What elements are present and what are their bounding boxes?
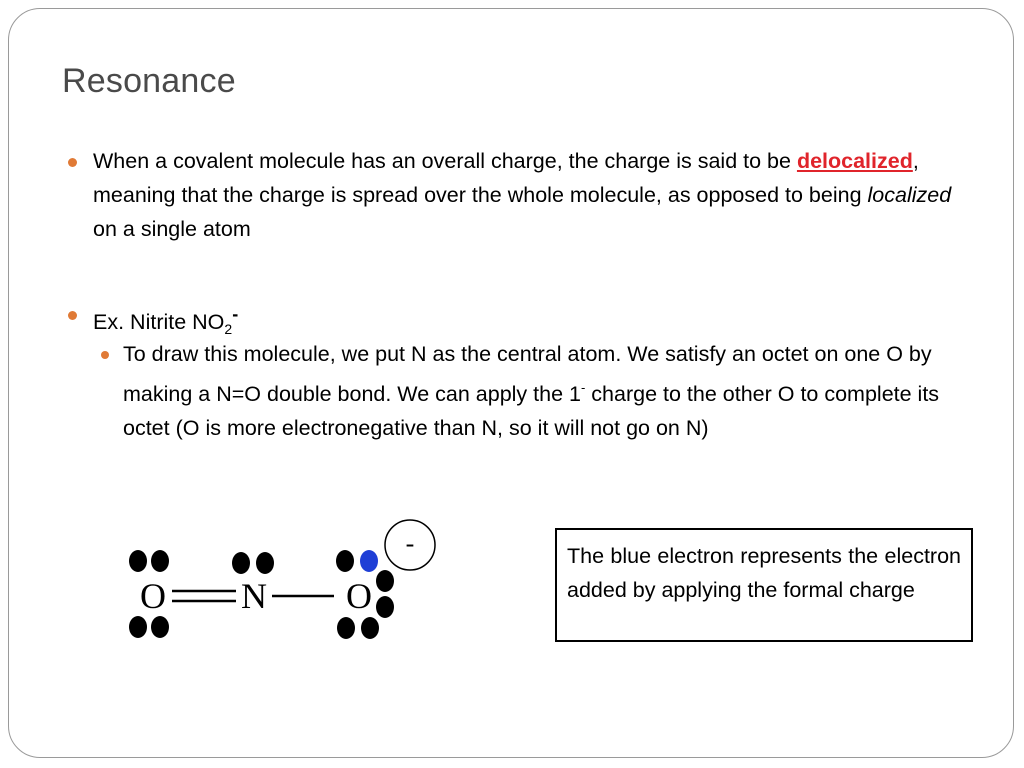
electron	[232, 552, 250, 574]
left-oxygen-bottom-lone-pair	[129, 616, 169, 638]
electron	[151, 550, 169, 572]
blue-electron-note-box: The blue electron represents the electron added by applying the formal charge	[555, 528, 973, 642]
bullet-dot-icon	[68, 158, 77, 167]
sub-bullet-superscript: -	[580, 380, 586, 395]
nitrite-lewis-structure	[120, 515, 440, 645]
electron	[376, 596, 394, 618]
atom-oxygen-left: O	[140, 576, 166, 616]
left-oxygen-top-lone-pair	[129, 550, 169, 572]
electron	[361, 617, 379, 639]
electron	[256, 552, 274, 574]
bullet2-superscript: -	[232, 304, 239, 324]
keyword-delocalized: delocalized	[796, 149, 913, 173]
bullet1-text-start: When a covalent molecule has an overall charge, the charge is said to be	[93, 149, 797, 173]
bullet1-text-middle: , meaning that the charge is spread over the whole molecule, as opposed to being	[93, 149, 919, 207]
sub-bullet-text-part2: charge to the other O to complete its octet (O is more electronegative than N, so it will not go on N)	[123, 382, 940, 440]
electron	[336, 550, 354, 572]
bullet-dot-icon	[68, 311, 77, 320]
keyword-localized: localized	[867, 183, 952, 207]
atom-oxygen-right: O	[346, 576, 372, 616]
electron	[129, 550, 147, 572]
right-oxygen-top-lone-pair	[336, 550, 378, 572]
slide-title: Resonance	[62, 62, 236, 100]
right-oxygen-bottom-lone-pair	[337, 617, 379, 639]
sub-bullet-drawing-explanation	[123, 337, 943, 445]
electron	[337, 617, 355, 639]
bullet1-text-end: on a single atom	[93, 217, 251, 241]
nitrogen-lone-pair	[232, 552, 274, 574]
bullet2-subscript: 2	[224, 321, 233, 337]
bullet2-text: Ex. Nitrite NO	[93, 310, 225, 334]
bullet-delocalized	[93, 144, 973, 246]
sub-bullet-dot-icon	[101, 351, 109, 359]
sub-bullet-text-part1: To draw this molecule, we put N as the central atom. We satisfy an octet on one O by making a N=O double bond. We can apply the 1	[123, 342, 932, 406]
blue-added-electron	[360, 550, 378, 572]
right-oxygen-side-lone-pair	[376, 570, 394, 618]
electron	[376, 570, 394, 592]
electron	[151, 616, 169, 638]
electron	[129, 616, 147, 638]
charge-label: -	[405, 529, 415, 558]
atom-nitrogen: N	[241, 576, 267, 616]
